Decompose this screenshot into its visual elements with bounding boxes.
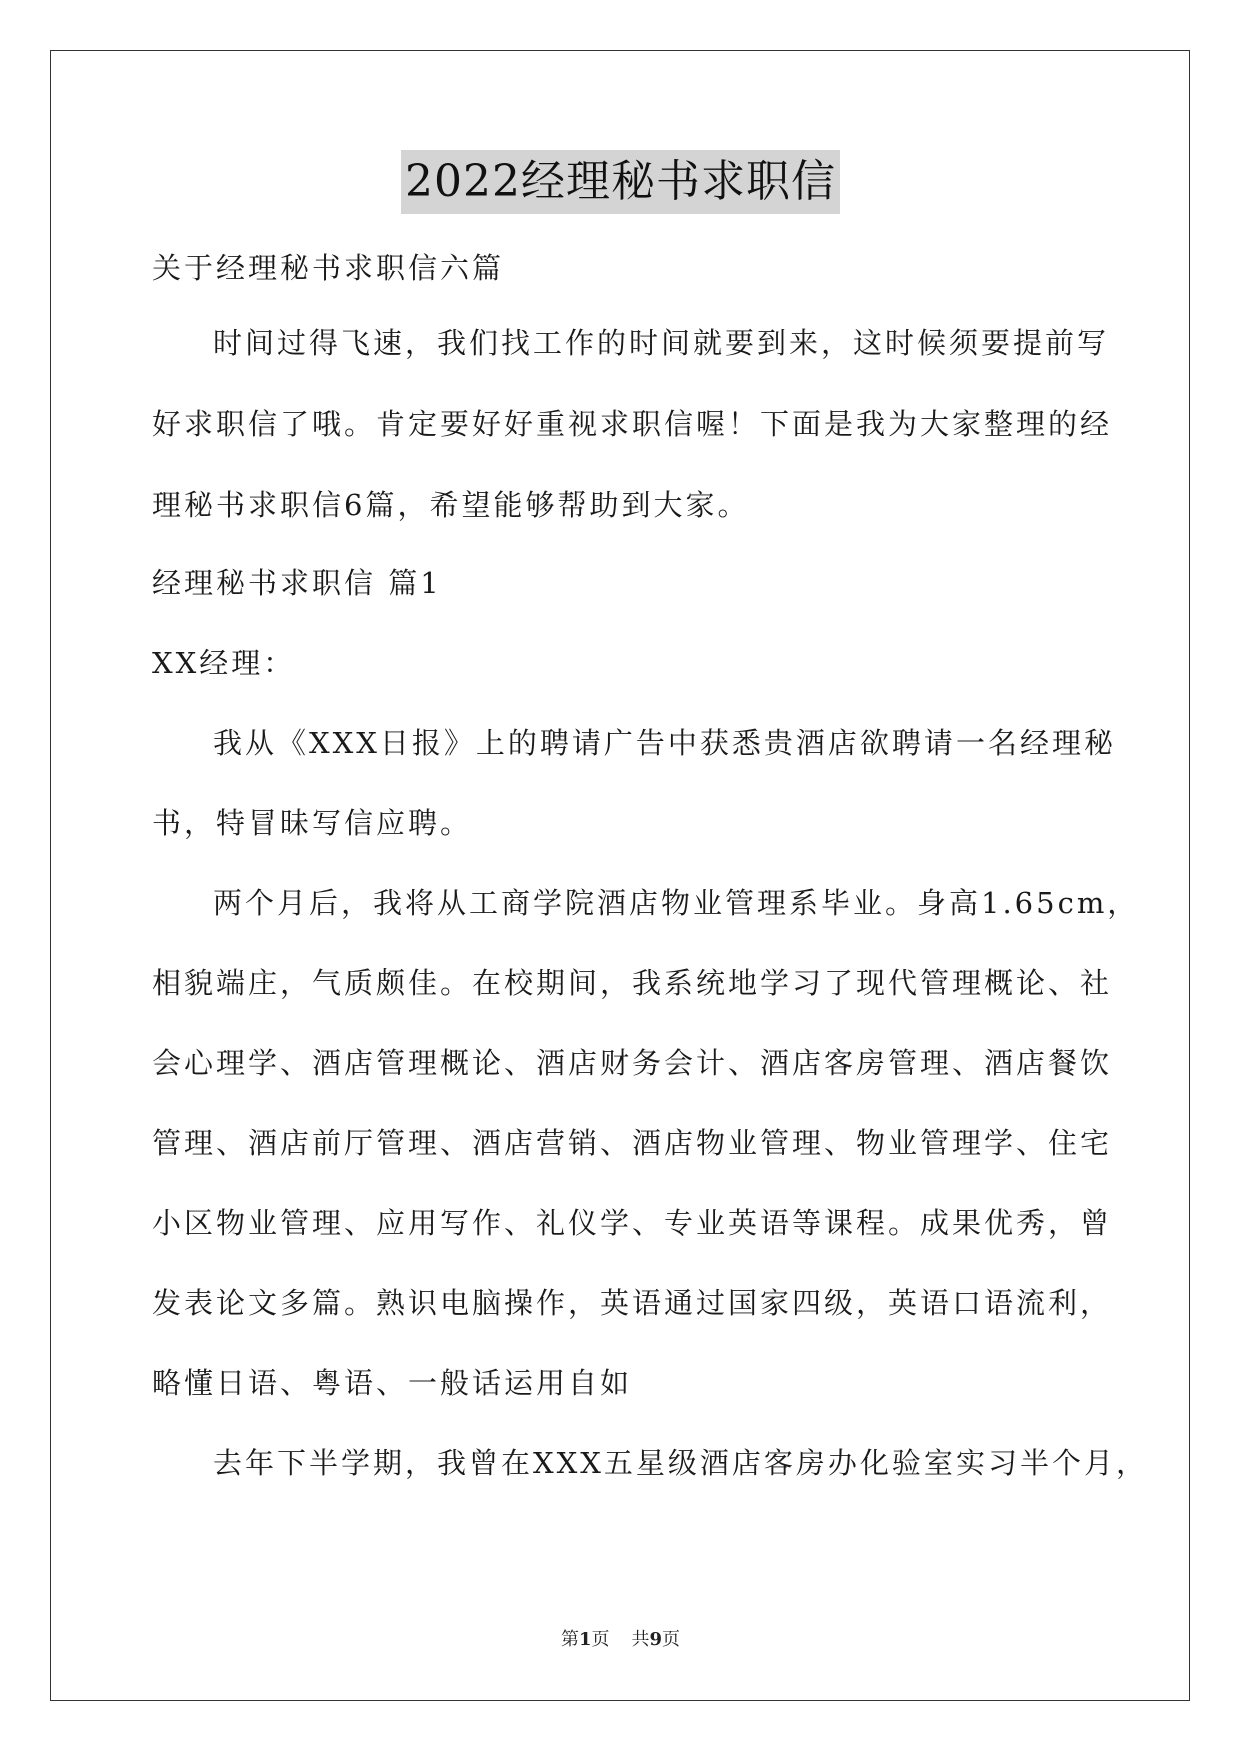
page-footer: [0, 1628, 1241, 1652]
text-line: 去年下半学期，我曾在XXX五星级酒店客房办化验室实习半个月，: [213, 1446, 1148, 1480]
text-line: 我从《XXX日报》上的聘请广告中获悉贵酒店欲聘请一名经理秘: [213, 726, 1116, 760]
text-line: 经理秘书求职信 篇1: [152, 566, 442, 600]
text-line: XX经理：: [152, 646, 296, 680]
text-line: 会心理学、酒店管理概论、酒店财务会计、酒店客房管理、酒店餐饮: [152, 1046, 1113, 1080]
total-prefix: 共: [631, 1629, 650, 1650]
page-suffix: 页: [591, 1629, 610, 1650]
text-line: 略懂日语、粤语、一般话运用自如: [152, 1366, 633, 1400]
text-line: 发表论文多篇。熟识电脑操作，英语通过国家四级，英语口语流利，: [152, 1286, 1113, 1320]
title-block: [0, 150, 1241, 214]
text-line: 时间过得飞速，我们找工作的时间就要到来，这时候须要提前写: [213, 326, 1110, 360]
text-line: 管理、酒店前厅管理、酒店营销、酒店物业管理、物业管理学、住宅: [152, 1126, 1113, 1160]
total-pages: 9: [649, 1629, 663, 1650]
page-number: 1: [578, 1629, 592, 1650]
text-line: 小区物业管理、应用写作、礼仪学、专业英语等课程。成果优秀，曾: [152, 1206, 1113, 1240]
document-title: 2022经理秘书求职信: [401, 150, 840, 214]
text-line: 两个月后，我将从工商学院酒店物业管理系毕业。身高1.65cm，: [213, 886, 1140, 920]
text-line: 书，特冒昧写信应聘。: [152, 806, 473, 840]
total-suffix: 页: [662, 1629, 681, 1650]
text-line: 相貌端庄，气质颇佳。在校期间，我系统地学习了现代管理概论、社: [152, 966, 1113, 1000]
text-line: 关于经理秘书求职信六篇: [152, 251, 505, 285]
page-prefix: 第: [560, 1629, 579, 1650]
text-line: 理秘书求职信6篇，希望能够帮助到大家。: [152, 488, 750, 522]
text-line: 好求职信了哦。肯定要好好重视求职信喔！下面是我为大家整理的经: [152, 407, 1113, 441]
